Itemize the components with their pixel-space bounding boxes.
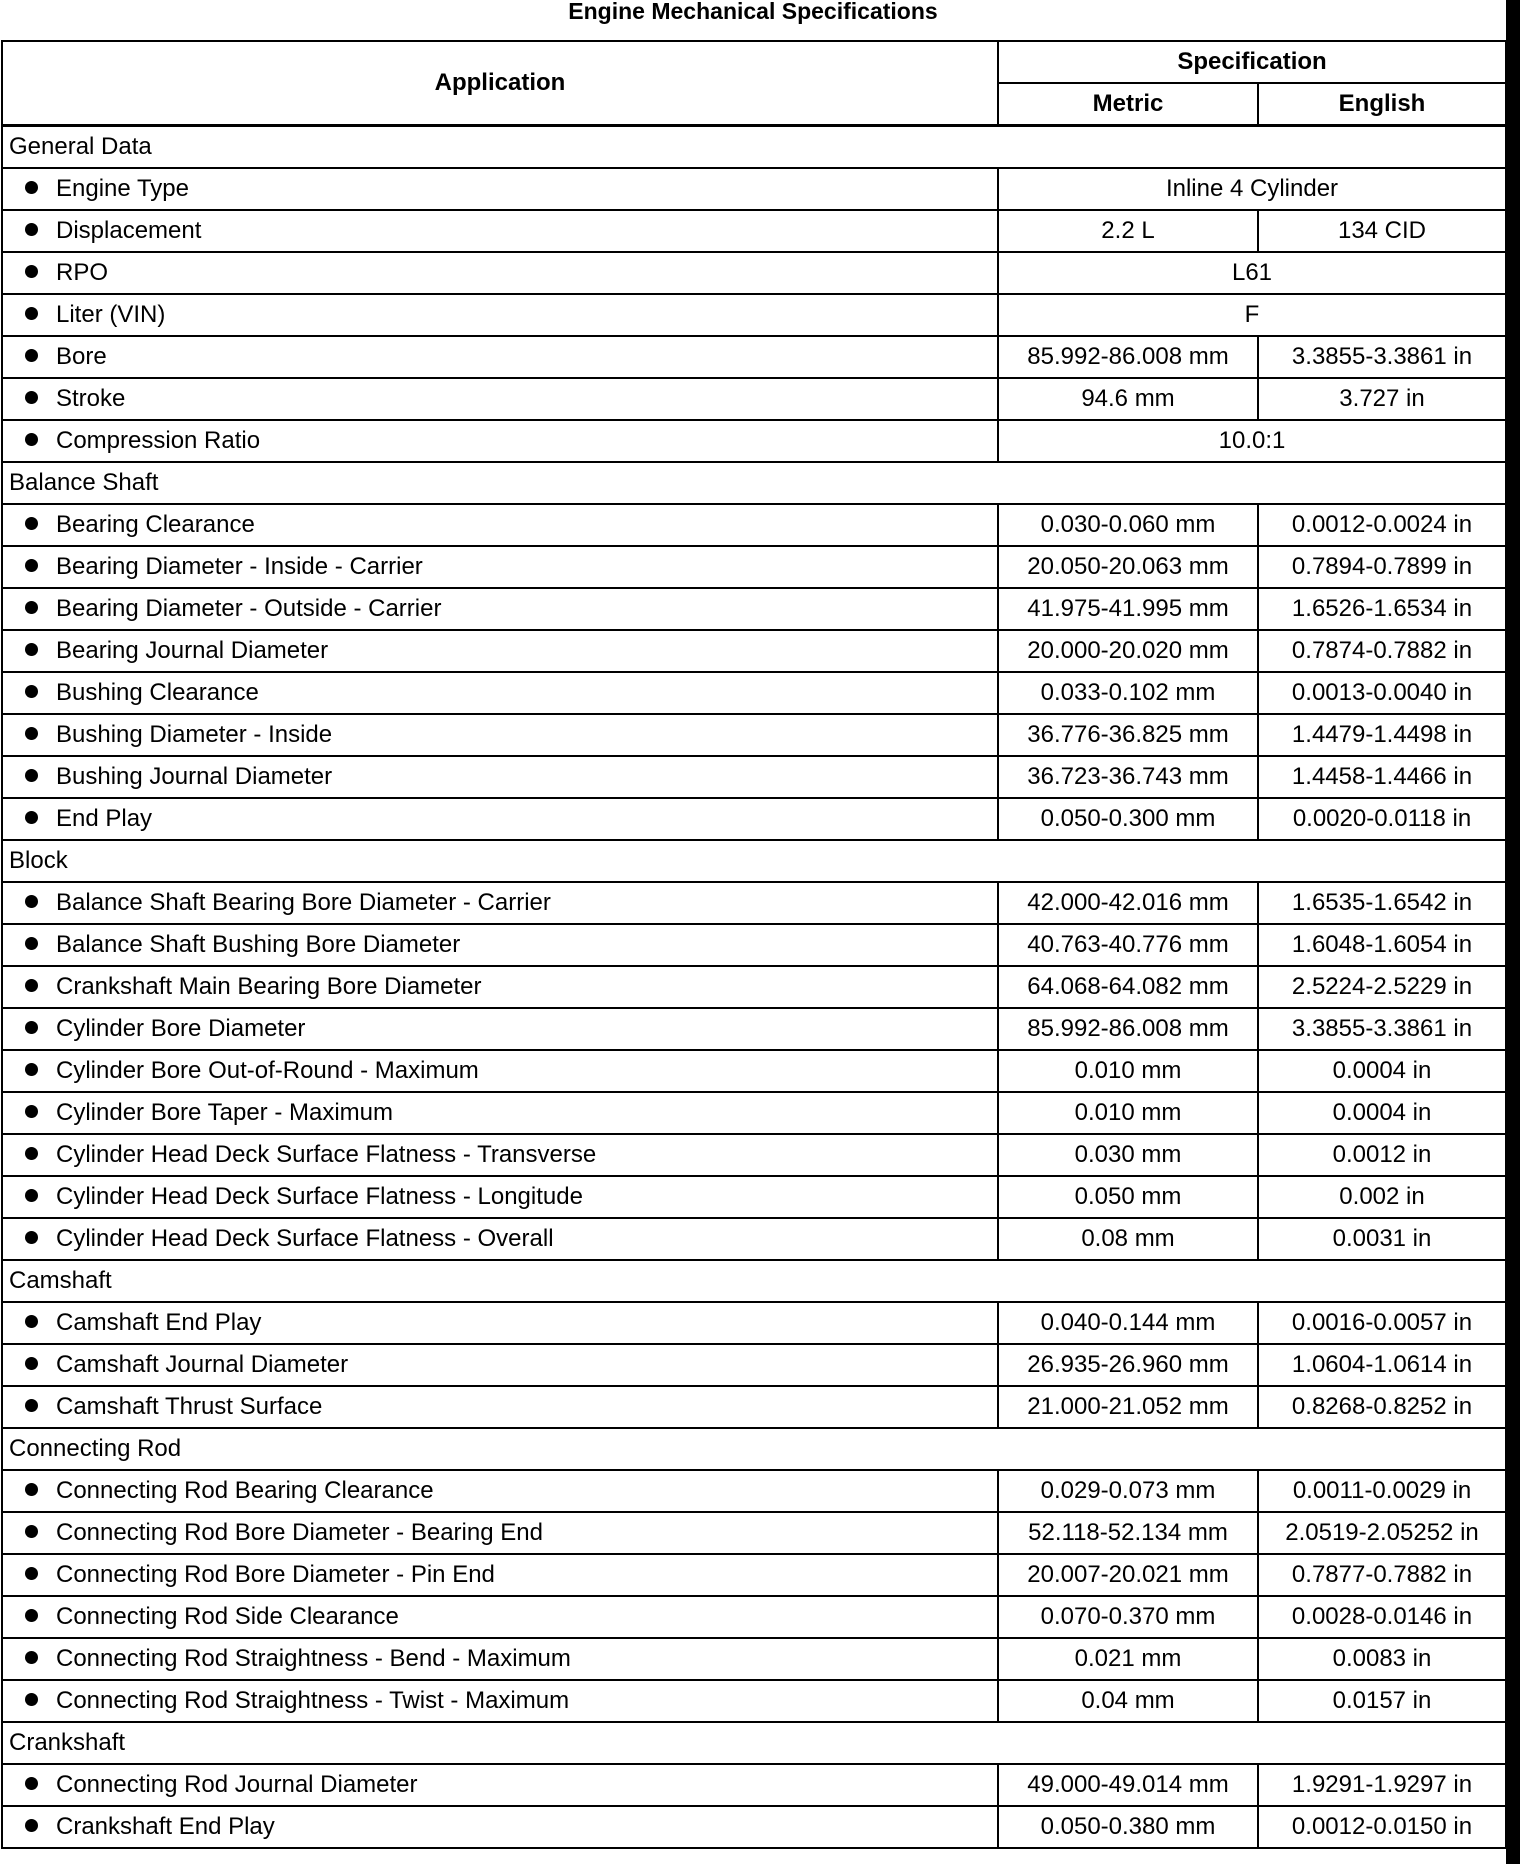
section-heading: Camshaft (2, 1260, 1506, 1302)
bullet-icon (25, 1021, 38, 1034)
english-value-cell: 0.0083 in (1258, 1638, 1506, 1680)
english-value-cell: 0.0016-0.0057 in (1258, 1302, 1506, 1344)
table-row (2, 1554, 1506, 1596)
bullet-icon (25, 1147, 38, 1160)
spec-value-cell: Inline 4 Cylinder (998, 168, 1506, 210)
english-value-cell: 0.0012 in (1258, 1134, 1506, 1176)
english-value-cell: 1.6535-1.6542 in (1258, 882, 1506, 924)
application-cell (2, 336, 998, 378)
application-label: Cylinder Head Deck Surface Flatness - Transverse (56, 1141, 597, 1168)
bullet-icon (25, 223, 38, 236)
bullet-icon (25, 1399, 38, 1412)
bullet-icon (25, 1231, 38, 1244)
application-label: Connecting Rod Straightness - Bend - Maximum (56, 1645, 571, 1672)
metric-value-cell: 85.992-86.008 mm (998, 1008, 1258, 1050)
application-cell (2, 1596, 998, 1638)
bullet-icon (25, 643, 38, 656)
metric-value-cell: 41.975-41.995 mm (998, 588, 1258, 630)
application-cell (2, 1764, 998, 1806)
bullet-icon (25, 979, 38, 992)
english-value-cell: 0.0012-0.0024 in (1258, 504, 1506, 546)
bullet-icon (25, 1189, 38, 1202)
table-row (2, 1512, 1506, 1554)
application-label: Bearing Diameter - Inside - Carrier (56, 553, 423, 580)
section-heading: Crankshaft (2, 1722, 1506, 1764)
table-row (2, 1638, 1506, 1680)
application-label: Bushing Clearance (56, 679, 259, 706)
bullet-icon (25, 517, 38, 530)
application-cell (2, 294, 998, 336)
english-value-cell: 3.3855-3.3861 in (1258, 1008, 1506, 1050)
english-value-cell: 0.002 in (1258, 1176, 1506, 1218)
section-heading: General Data (2, 126, 1506, 169)
application-cell (2, 504, 998, 546)
english-value-cell: 0.0013-0.0040 in (1258, 672, 1506, 714)
table-body (2, 126, 1506, 1849)
table-row (2, 336, 1506, 378)
bullet-icon (25, 685, 38, 698)
bullet-icon (25, 1693, 38, 1706)
english-value-cell: 0.8268-0.8252 in (1258, 1386, 1506, 1428)
metric-value-cell: 20.050-20.063 mm (998, 546, 1258, 588)
section-row (2, 840, 1506, 882)
english-value-cell: 0.7894-0.7899 in (1258, 546, 1506, 588)
application-label: Connecting Rod Bearing Clearance (56, 1477, 434, 1504)
header-application: Application (2, 41, 998, 126)
application-label: Crankshaft End Play (56, 1813, 275, 1840)
table-row (2, 966, 1506, 1008)
header-metric: Metric (998, 83, 1258, 126)
table-row (2, 210, 1506, 252)
metric-value-cell: 0.04 mm (998, 1680, 1258, 1722)
application-cell (2, 588, 998, 630)
application-label: Bushing Journal Diameter (56, 763, 333, 790)
table-row (2, 504, 1506, 546)
english-value-cell: 0.0004 in (1258, 1050, 1506, 1092)
bullet-icon (25, 181, 38, 194)
table-row (2, 1680, 1506, 1722)
application-label: Camshaft Journal Diameter (56, 1351, 349, 1378)
application-cell (2, 546, 998, 588)
table-row (2, 1176, 1506, 1218)
application-label: Camshaft End Play (56, 1309, 262, 1336)
table-row (2, 924, 1506, 966)
bullet-icon (25, 1651, 38, 1664)
english-value-cell: 0.0020-0.0118 in (1258, 798, 1506, 840)
spec-value-cell: F (998, 294, 1506, 336)
english-value-cell: 1.0604-1.0614 in (1258, 1344, 1506, 1386)
table-row (2, 756, 1506, 798)
english-value-cell: 3.727 in (1258, 378, 1506, 420)
section-row (2, 1428, 1506, 1470)
application-cell (2, 1218, 998, 1260)
english-value-cell: 1.6048-1.6054 in (1258, 924, 1506, 966)
metric-value-cell: 0.08 mm (998, 1218, 1258, 1260)
bullet-icon (25, 769, 38, 782)
table-row (2, 1386, 1506, 1428)
metric-value-cell: 64.068-64.082 mm (998, 966, 1258, 1008)
application-cell (2, 1470, 998, 1512)
application-cell (2, 1638, 998, 1680)
table-row (2, 252, 1506, 294)
table-row (2, 546, 1506, 588)
application-cell (2, 966, 998, 1008)
bullet-icon (25, 1357, 38, 1370)
application-cell (2, 1806, 998, 1848)
table-row (2, 1470, 1506, 1512)
table-row (2, 1134, 1506, 1176)
application-label: RPO (56, 259, 109, 286)
table-row (2, 1344, 1506, 1386)
bullet-icon (25, 559, 38, 572)
metric-value-cell: 36.723-36.743 mm (998, 756, 1258, 798)
english-value-cell: 1.4479-1.4498 in (1258, 714, 1506, 756)
application-label: Bearing Journal Diameter (56, 637, 329, 664)
metric-value-cell: 0.030 mm (998, 1134, 1258, 1176)
application-cell (2, 420, 998, 462)
application-cell (2, 1302, 998, 1344)
table-row (2, 168, 1506, 210)
application-cell (2, 630, 998, 672)
section-heading: Balance Shaft (2, 462, 1506, 504)
bullet-icon (25, 1777, 38, 1790)
english-value-cell: 1.6526-1.6534 in (1258, 588, 1506, 630)
table-row (2, 672, 1506, 714)
metric-value-cell: 94.6 mm (998, 378, 1258, 420)
metric-value-cell: 0.050-0.380 mm (998, 1806, 1258, 1848)
bullet-icon (25, 307, 38, 320)
metric-value-cell: 0.050 mm (998, 1176, 1258, 1218)
table-row (2, 1092, 1506, 1134)
spec-value-cell: L61 (998, 252, 1506, 294)
application-label: Bearing Diameter - Outside - Carrier (56, 595, 442, 622)
table-row (2, 714, 1506, 756)
application-label: Cylinder Head Deck Surface Flatness - Overall (56, 1225, 554, 1252)
bullet-icon (25, 391, 38, 404)
bullet-icon (25, 937, 38, 950)
application-cell (2, 1050, 998, 1092)
application-label: Liter (VIN) (56, 301, 166, 328)
english-value-cell: 3.3855-3.3861 in (1258, 336, 1506, 378)
table-row (2, 1764, 1506, 1806)
english-value-cell: 0.0157 in (1258, 1680, 1506, 1722)
application-label: Connecting Rod Bore Diameter - Bearing End (56, 1519, 543, 1546)
application-label: Crankshaft Main Bearing Bore Diameter (56, 973, 482, 1000)
section-heading: Block (2, 840, 1506, 882)
metric-value-cell: 0.070-0.370 mm (998, 1596, 1258, 1638)
bullet-icon (25, 601, 38, 614)
bullet-icon (25, 1063, 38, 1076)
application-cell (2, 1134, 998, 1176)
table-row (2, 630, 1506, 672)
table-row (2, 1806, 1506, 1848)
application-label: Cylinder Bore Diameter (56, 1015, 306, 1042)
metric-value-cell: 0.050-0.300 mm (998, 798, 1258, 840)
bullet-icon (25, 811, 38, 824)
english-value-cell: 0.0012-0.0150 in (1258, 1806, 1506, 1848)
application-cell (2, 1554, 998, 1596)
bullet-icon (25, 895, 38, 908)
table-row (2, 378, 1506, 420)
application-label: Connecting Rod Straightness - Twist - Maximum (56, 1687, 570, 1714)
english-value-cell: 1.4458-1.4466 in (1258, 756, 1506, 798)
application-label: Connecting Rod Journal Diameter (56, 1771, 418, 1798)
application-label: Stroke (56, 385, 126, 412)
application-cell (2, 1176, 998, 1218)
bullet-icon (25, 727, 38, 740)
application-cell (2, 1344, 998, 1386)
bullet-icon (25, 265, 38, 278)
table-row (2, 1302, 1506, 1344)
english-value-cell: 0.0004 in (1258, 1092, 1506, 1134)
metric-value-cell: 0.030-0.060 mm (998, 504, 1258, 546)
metric-value-cell: 20.007-20.021 mm (998, 1554, 1258, 1596)
metric-value-cell: 0.029-0.073 mm (998, 1470, 1258, 1512)
section-row (2, 462, 1506, 504)
bullet-icon (25, 1567, 38, 1580)
table-row (2, 882, 1506, 924)
section-heading: Connecting Rod (2, 1428, 1506, 1470)
bullet-icon (25, 433, 38, 446)
application-cell (2, 252, 998, 294)
table-row (2, 798, 1506, 840)
metric-value-cell: 49.000-49.014 mm (998, 1764, 1258, 1806)
metric-value-cell: 36.776-36.825 mm (998, 714, 1258, 756)
application-label: Engine Type (56, 175, 189, 202)
application-cell (2, 924, 998, 966)
section-row (2, 126, 1506, 169)
bullet-icon (25, 1105, 38, 1118)
specifications-table (1, 40, 1507, 1849)
metric-value-cell: 20.000-20.020 mm (998, 630, 1258, 672)
section-row (2, 1722, 1506, 1764)
metric-value-cell: 21.000-21.052 mm (998, 1386, 1258, 1428)
application-cell (2, 1680, 998, 1722)
application-label: End Play (56, 805, 153, 832)
application-cell (2, 1512, 998, 1554)
bullet-icon (25, 1525, 38, 1538)
metric-value-cell: 0.040-0.144 mm (998, 1302, 1258, 1344)
metric-value-cell: 0.010 mm (998, 1092, 1258, 1134)
bullet-icon (25, 1483, 38, 1496)
english-value-cell: 1.9291-1.9297 in (1258, 1764, 1506, 1806)
application-label: Bore (56, 343, 107, 370)
application-cell (2, 210, 998, 252)
application-cell (2, 378, 998, 420)
application-label: Cylinder Head Deck Surface Flatness - Longitude (56, 1183, 583, 1210)
application-label: Balance Shaft Bushing Bore Diameter (56, 931, 461, 958)
bullet-icon (25, 1315, 38, 1328)
spec-value-cell: 10.0:1 (998, 420, 1506, 462)
application-cell (2, 1092, 998, 1134)
section-row (2, 1260, 1506, 1302)
application-cell (2, 756, 998, 798)
application-cell (2, 714, 998, 756)
table-row (2, 1008, 1506, 1050)
table-row (2, 420, 1506, 462)
application-cell (2, 882, 998, 924)
application-label: Displacement (56, 217, 202, 244)
metric-value-cell: 52.118-52.134 mm (998, 1512, 1258, 1554)
table-row (2, 1596, 1506, 1638)
english-value-cell: 2.0519-2.05252 in (1258, 1512, 1506, 1554)
application-label: Connecting Rod Bore Diameter - Pin End (56, 1561, 495, 1588)
table-row (2, 294, 1506, 336)
english-value-cell: 0.7874-0.7882 in (1258, 630, 1506, 672)
application-cell (2, 672, 998, 714)
application-label: Compression Ratio (56, 427, 261, 454)
table-row (2, 1218, 1506, 1260)
metric-value-cell: 85.992-86.008 mm (998, 336, 1258, 378)
application-label: Balance Shaft Bearing Bore Diameter - Carrier (56, 889, 551, 916)
application-cell (2, 798, 998, 840)
right-edge-bar (1506, 0, 1520, 1864)
metric-value-cell: 2.2 L (998, 210, 1258, 252)
english-value-cell: 0.0028-0.0146 in (1258, 1596, 1506, 1638)
bullet-icon (25, 1609, 38, 1622)
application-label: Bearing Clearance (56, 511, 255, 538)
table-row (2, 588, 1506, 630)
metric-value-cell: 0.021 mm (998, 1638, 1258, 1680)
metric-value-cell: 0.033-0.102 mm (998, 672, 1258, 714)
application-cell (2, 1008, 998, 1050)
application-label: Connecting Rod Side Clearance (56, 1603, 399, 1630)
metric-value-cell: 42.000-42.016 mm (998, 882, 1258, 924)
application-label: Camshaft Thrust Surface (56, 1393, 323, 1420)
page-title: Engine Mechanical Specifications (568, 0, 938, 24)
english-value-cell: 134 CID (1258, 210, 1506, 252)
english-value-cell: 2.5224-2.5229 in (1258, 966, 1506, 1008)
application-label: Cylinder Bore Out-of-Round - Maximum (56, 1057, 479, 1084)
application-label: Cylinder Bore Taper - Maximum (56, 1099, 393, 1126)
metric-value-cell: 40.763-40.776 mm (998, 924, 1258, 966)
metric-value-cell: 26.935-26.960 mm (998, 1344, 1258, 1386)
table-row (2, 1050, 1506, 1092)
application-cell (2, 1386, 998, 1428)
metric-value-cell: 0.010 mm (998, 1050, 1258, 1092)
application-cell (2, 168, 998, 210)
header-specification: Specification (998, 41, 1506, 83)
application-label: Bushing Diameter - Inside (56, 721, 333, 748)
english-value-cell: 0.7877-0.7882 in (1258, 1554, 1506, 1596)
bullet-icon (25, 349, 38, 362)
english-value-cell: 0.0031 in (1258, 1218, 1506, 1260)
header-english: English (1258, 83, 1506, 126)
english-value-cell: 0.0011-0.0029 in (1258, 1470, 1506, 1512)
bullet-icon (25, 1819, 38, 1832)
